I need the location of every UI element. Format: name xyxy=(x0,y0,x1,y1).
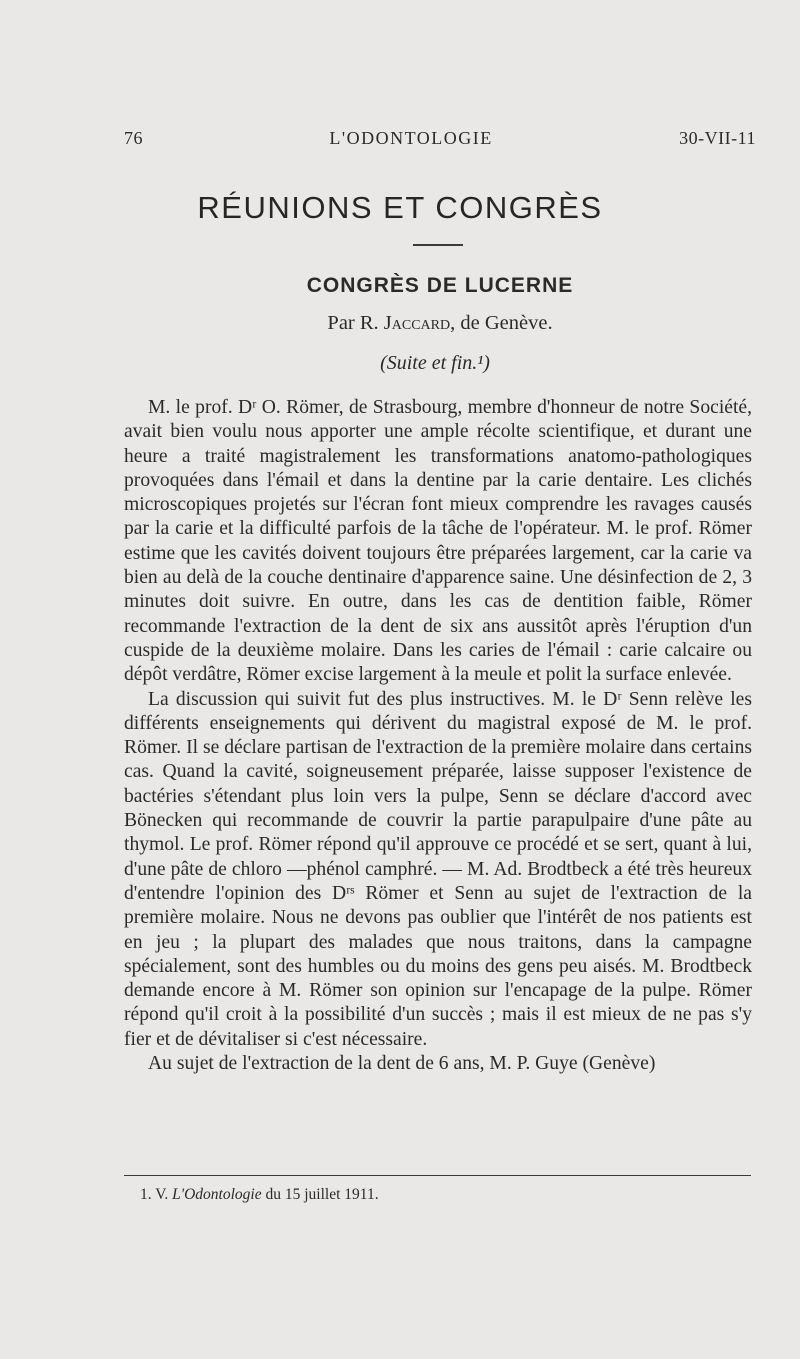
footnote-journal: L'Odontologie xyxy=(172,1186,262,1203)
footnote-date: du 15 juillet 1911. xyxy=(265,1186,379,1203)
article-subtitle: CONGRÈS DE LUCERNE xyxy=(306,274,574,297)
byline xyxy=(0,312,800,335)
continued-note: (Suite et fin.¹) xyxy=(380,352,490,374)
paragraph: M. le prof. Dʳ O. Römer, de Strasbourg, membre d'honneur de notre Société, avait bien voulu nous apporter une ample récolte scientifique, et durant une heure a traité magistralement les transformations anatomo-pathologiques provoquées dans l'émail et dans la dentine par la carie dentaire. Les clichés microscopiques projetés sur l'écran font mieux comprendre les ravages causés par la carie et la difficulté parfois de la tâche de l'opérateur. M. le prof. Römer estime que les cavités doivent toujours être préparées largement, car la carie va bien au delà de la couche dentinaire d'apparence saine. Une désinfection de 2, 3 minutes doit suivre. En outre, dans les cas de dentition faible, Römer recommande l'extraction de la dent de six ans aussitôt après l'éruption d'un cuspide de la deuxième molaire. Dans les caries de l'émail : carie calcaire ou dépôt verdâtre, Römer excise largement à la meule et polit la surface enlevée. xyxy=(124,397,752,686)
section-title: RÉUNIONS ET CONGRÈS xyxy=(197,190,603,225)
footnote xyxy=(140,1186,379,1204)
running-head xyxy=(124,128,756,149)
byline-suffix: , de Genève. xyxy=(450,312,553,334)
journal-title: L'ODONTOLOGIE xyxy=(329,128,493,148)
byline-author: Jaccard xyxy=(383,312,451,334)
paragraph: La discussion qui suivit fut des plus instructives. M. le Dʳ Senn relève les différents enseignements qui dérivent du magistral exposé de M. le prof. Römer. Il se déclare partisan de l'extraction de la première molaire dans certains cas. Quand la cavité, soigneusement préparée, laisse supposer l'existence de bactéries s'étendant plus loin vers la pulpe, Senn se déclare d'accord avec Bönecken qui recommande de couvrir la partie parapulpaire d'une pâte au thymol. Le prof. Römer répond qu'il approuve ce procédé et se sert, quant à lui, d'une pâte de chloro —phénol camphré. — M. Ad. Brodtbeck a été très heureux d'entendre l'opinion des Dʳˢ Römer et Senn au sujet de l'extraction de la première molaire. Nous ne devons pas oublier que l'intérêt de nos patients est en jeu ; la plupart des malades que nous traitons, dans la campagne spécialement, sont des humbles ou du moins des gens peu aisés. M. Brodtbeck demande encore à M. Römer son opinion sur l'encapage de la pulpe. Römer répond qu'il croit à la possibilité d'un succès ; mais il est mieux de ne pas s'y fier et de dévitaliser si c'est nécessaire. xyxy=(124,688,752,1050)
paragraph: Au sujet de l'extraction de la dent de 6 ans, M. P. Guye (Genève) xyxy=(148,1053,656,1075)
byline-prefix: Par R. xyxy=(327,312,379,334)
issue-date: 30-VII-11 xyxy=(679,128,756,148)
footnote-divider xyxy=(124,1175,751,1176)
article-body xyxy=(124,396,752,1076)
page-number: 76 xyxy=(124,128,143,148)
footnote-number: 1. V. xyxy=(140,1186,169,1203)
title-divider xyxy=(413,244,463,246)
